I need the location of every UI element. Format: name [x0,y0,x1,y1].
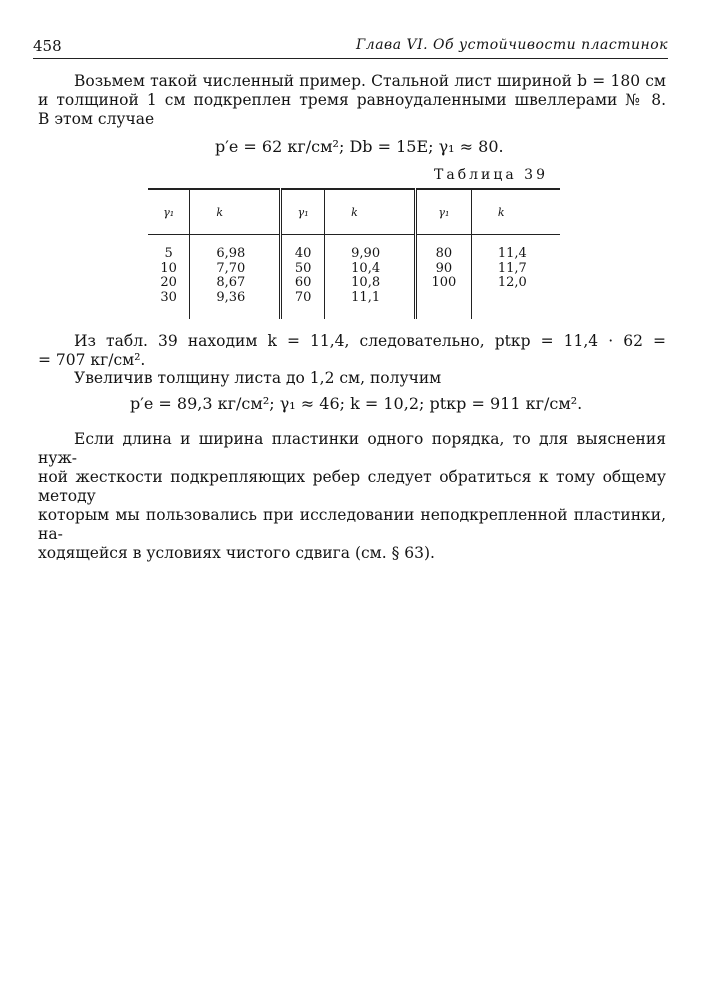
header-gamma-1: γ₁ [148,189,190,235]
paragraph-4-line-2: ной жесткости подкрепляющих ребер следует обратиться к тому общему методу [38,468,666,505]
table-cell: 50 [281,262,325,277]
table-cell: 10 [160,260,177,276]
table-cell: 30 [160,289,177,305]
header-k-3: k [471,189,560,235]
table-cell: 20 [160,275,177,290]
table-cell: 60 [281,276,325,291]
table-cell: 8,67 [190,276,281,291]
table-cell: 11,7 [471,262,560,277]
paragraph-4 [38,430,666,563]
paragraph-3 [38,369,666,388]
table-caption: Таблица 39 [434,167,548,183]
table-header-row [148,189,560,235]
table-cell: 9,36 [190,291,281,320]
table-row [148,276,560,291]
formula-1: p′e = 62 кг/см²; Db = 15E; γ₁ ≈ 80. [215,137,504,156]
data-table [148,188,560,319]
table-cell: 11,4 [471,247,560,262]
table-cell: 10,4 [325,262,416,277]
paragraph-1-line-1: Возьмем такой численный пример. Стальной лист шириной b = 180 см [74,72,666,90]
header-k-1: k [190,189,281,235]
paragraph-4-line-4: ходящейся в условиях чистого сдвига (см. § 63). [38,544,435,562]
paragraph-1-line-3: В этом случае [38,110,155,128]
paragraph-4-line-1: Если длина и ширина пластинки одного порядка, то для выяснения нуж- [38,430,666,467]
table-cell: 10,8 [325,276,416,291]
table-cell: 7,70 [190,262,281,277]
table-cell: 90 [415,262,471,277]
paragraph-3-line-1: Увеличив толщину листа до 1,2 см, получим [74,369,442,387]
formula-2: p′e = 89,3 кг/см²; γ₁ ≈ 46; k = 10,2; ptкр = 911 кг/см². [130,394,583,413]
table-cell: 6,98 [190,247,281,262]
header-rule [33,58,668,59]
table-cell: 5 [164,246,173,261]
table-cell: 9,90 [325,247,416,262]
paragraph-2 [38,332,666,370]
table-cell [471,291,560,320]
table-cell: 80 [415,247,471,262]
paragraph-1-line-2: и толщиной 1 см подкреплен тремя равноудаленными швеллерами № 8. [38,91,666,109]
running-head: Глава VI. Об устойчивости пластинок [356,37,668,53]
table-cell: 100 [415,276,471,291]
table-row [148,247,560,262]
table-row [148,291,560,320]
table-cell: 70 [281,291,325,320]
table-cell: 40 [281,247,325,262]
header-gamma-2: γ₁ [281,189,325,235]
table-cell [415,291,471,320]
paragraph-1 [38,72,666,129]
table-cell: 11,1 [325,291,416,320]
header-k-2: k [325,189,416,235]
table-cell: 12,0 [471,276,560,291]
paragraph-4-line-3: которым мы пользовались при исследовании неподкрепленной пластинки, на- [38,506,666,543]
paragraph-2-line-2: = 707 кг/см². [38,351,146,369]
paragraph-2-line-1: Из табл. 39 находим k = 11,4, следовательно, ptкр = 11,4 · 62 = [74,332,666,350]
table-row [148,262,560,277]
header-gamma-3: γ₁ [415,189,471,235]
page-number: 458 [33,37,62,55]
